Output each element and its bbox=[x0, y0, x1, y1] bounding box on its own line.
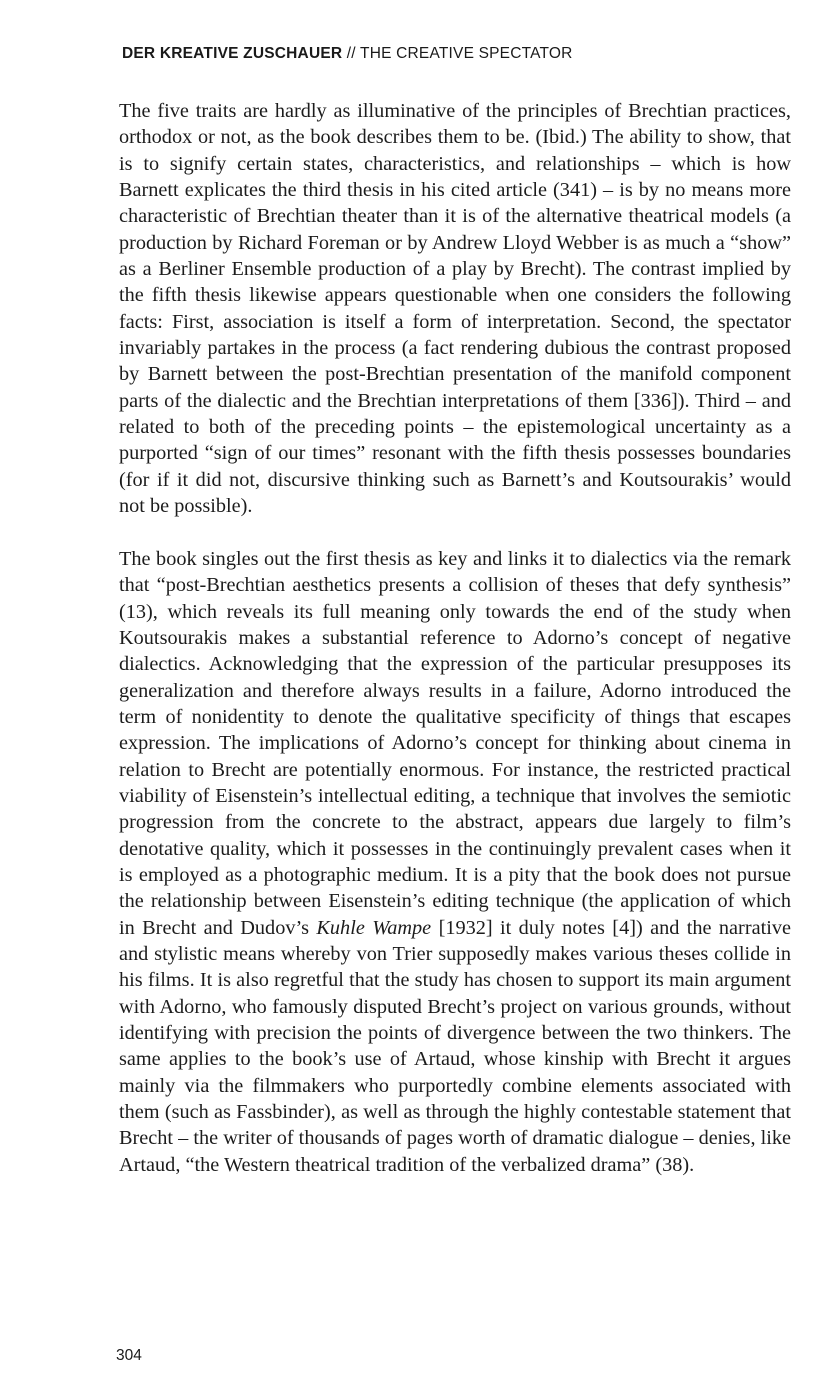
paragraph-2-text-after: [1932] it duly notes [4]) and the narrative and stylistic means whereby von Trier supposedly makes various theses collide in his films. It is also regretful that the study has chosen to support its main argument with Adorno, who famously disputed Brecht’s project on various grounds, without identifying with precision the points of divergence between the two thinkers. The same applies to the book’s use of Artaud, whose kinship with Brecht it argues mainly via the filmmakers who purportedly combine elements associated with them (such as Fassbinder), as well as through the highly contestable statement that Brecht – the writer of thousands of pages worth of dramatic dialogue – denies, like Artaud, “the Western theatrical tradition of the verbalized drama” (38). bbox=[119, 916, 791, 1176]
body-text bbox=[119, 98, 791, 1178]
header-title-english: THE CREATIVE SPECTATOR bbox=[360, 45, 573, 62]
header-separator: // bbox=[346, 45, 356, 62]
paragraph-2-text-before: The book singles out the first thesis as key and links it to dialectics via the remark that “post-Brechtian aesthetics presents a collision of theses that defy synthesis” (13), which reveals its full meaning only towards the end of the study when Koutsourakis makes a substantial reference to Adorno’s concept of negative dialectics. Acknowledging that the expression of the particular presupposes its generalization and therefore always results in a failure, Adorno introduced the term of nonidentity to denote the qualitative specificity of things that escapes expression. The implications of Adorno’s concept for thinking about cinema in relation to Brecht are potentially enormous. For instance, the restricted practical viability of Eisenstein’s intellectual editing, a technique that involves the semiotic progression from the concrete to the abstract, appears due largely to film’s denotative quality, which it possesses in the continuingly prevalent cases when it is employed as a photographic medium. It is a pity that the book does not pursue the relationship between Eisenstein’s editing technique (the application of which in Brecht and Dudov’s bbox=[119, 547, 791, 939]
film-title-kuhle-wampe: Kuhle Wampe bbox=[316, 916, 432, 939]
header-title-german: DER KREATIVE ZUSCHAUER bbox=[122, 45, 343, 62]
paragraph-1: The five traits are hardly as illuminative of the principles of Brechtian practices, orthodox or not, as the book describes them to be. (Ibid.) The ability to show, that is to signify certain states, characteristics, and relationships – which is how Barnett explicates the third thesis in his cited article (341) – is by no means more characteristic of Brechtian theater than it is of the alternative theatrical models (a production by Richard Foreman or by Andrew Lloyd Webber is as much a “show” as a Berliner Ensemble production of a play by Brecht). The contrast implied by the fifth thesis likewise appears questionable when one considers the following facts: First, association is itself a form of interpretation. Second, the spectator invariably partakes in the process (a fact rendering dubious the contrast proposed by Barnett between the post-Brechtian presentation of the manifold component parts of the dialectic and the Brechtian interpretations of them [336]). Third – and related to both of the preceding points – the epistemological uncertainty as a purported “sign of our times” resonant with the fifth thesis possesses boundaries (for if it did not, discursive thinking such as Barnett’s and Koutsourakis’ would not be possible). bbox=[119, 100, 791, 518]
paragraph-2 bbox=[119, 546, 791, 1178]
page-number: 304 bbox=[116, 1347, 142, 1364]
running-header bbox=[122, 45, 573, 63]
